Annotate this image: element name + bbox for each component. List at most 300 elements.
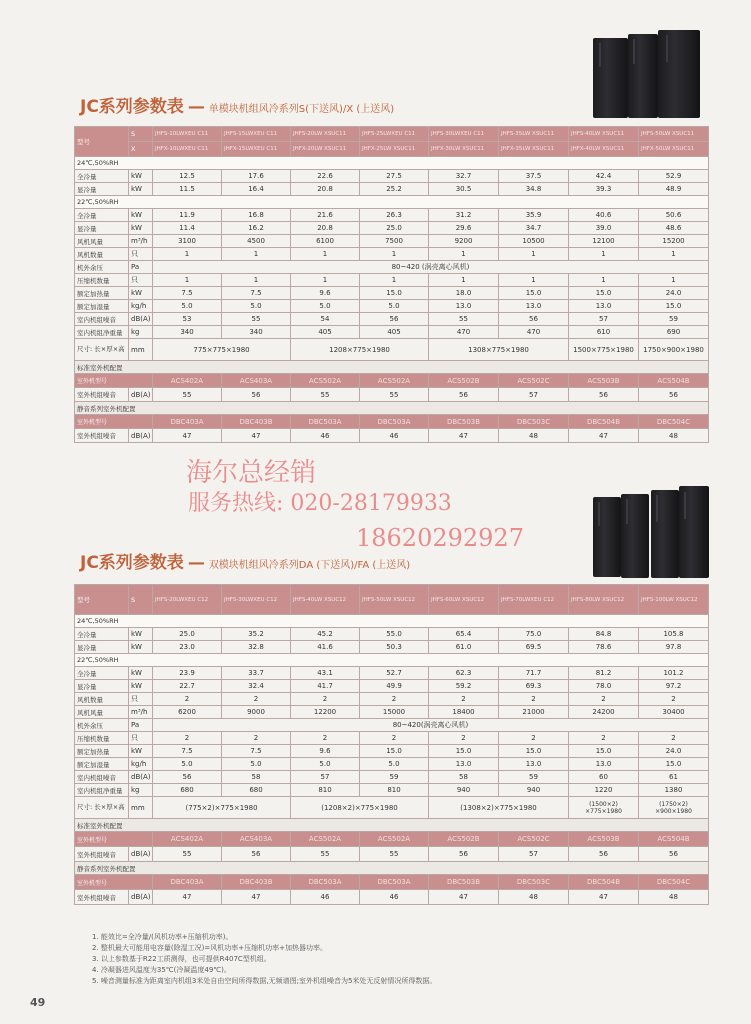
cell-value: 50.3 — [360, 641, 429, 654]
cell-value: DBC503B — [429, 875, 499, 890]
table-row — [75, 222, 709, 235]
cell-value: 78.0 — [569, 680, 639, 693]
cell-value: 40.6 — [569, 209, 639, 222]
cell-value: 17.6 — [222, 170, 291, 183]
subsection-title: 静音系列室外机配置 — [75, 402, 709, 415]
row-unit: 只 — [129, 274, 153, 287]
cell-value: 610 — [569, 326, 639, 339]
row-unit: dB(A) — [129, 388, 153, 402]
cell-value: 2 — [429, 693, 499, 706]
cell-value: 1 — [360, 274, 429, 287]
cell-value: 1 — [222, 248, 291, 261]
cell-value: 47 — [429, 890, 499, 905]
cell-value: 25.0 — [360, 222, 429, 235]
cell-value: 940 — [429, 784, 499, 797]
model-series-s: S — [129, 585, 153, 615]
cell-value: ACS502C — [499, 832, 569, 847]
table-row — [75, 248, 709, 261]
cell-value: 810 — [360, 784, 429, 797]
cell-value: 52.9 — [639, 170, 709, 183]
cell-value: 56 — [360, 313, 429, 326]
model-name: JHFS-20LW XSUC11 — [291, 127, 360, 142]
row-unit: kW — [129, 745, 153, 758]
cell-value: 7.5 — [222, 287, 291, 300]
cell-value: ACS502A — [360, 832, 429, 847]
cell-value: 23.9 — [153, 667, 222, 680]
cell-value: 41.6 — [291, 641, 360, 654]
product-cabinet-image-1 — [593, 38, 628, 118]
cell-value: ACS402A — [153, 832, 222, 847]
cell-value: ACS502B — [429, 374, 499, 388]
cell-value: 24200 — [569, 706, 639, 719]
cell-value: 55 — [360, 388, 429, 402]
row-unit: kg/h — [129, 758, 153, 771]
product-cabinet-image-5 — [621, 494, 649, 578]
cell-value: 25.0 — [153, 628, 222, 641]
cell-value: 30.5 — [429, 183, 499, 196]
cell-value: 71.7 — [499, 667, 569, 680]
cell-value: 101.2 — [639, 667, 709, 680]
model-name: JHFS-15LWXEU C11 — [222, 127, 291, 142]
cell-value: 1 — [360, 248, 429, 261]
row-label: 室外机型号 — [75, 374, 153, 388]
row-unit: kW — [129, 680, 153, 693]
table-row — [75, 274, 709, 287]
row-unit: 只 — [129, 248, 153, 261]
row-label: 室外机组噪音 — [75, 847, 129, 862]
cell-value: 1 — [429, 248, 499, 261]
model-header-label: 型号 — [75, 127, 129, 157]
cell-value: 5.0 — [291, 758, 360, 771]
table-row — [75, 235, 709, 248]
row-label: 压缩机数量 — [75, 274, 129, 287]
cell-value: 56 — [569, 847, 639, 862]
watermark-phone: 18620292927 — [356, 524, 524, 552]
subsection-title: 标准室外机配置 — [75, 361, 709, 374]
cell-value: 29.6 — [429, 222, 499, 235]
cell-value: ACS503B — [569, 374, 639, 388]
page-number: 49 — [30, 996, 46, 1009]
cell-value: 12100 — [569, 235, 639, 248]
cell-value: ACS402A — [153, 374, 222, 388]
row-unit: kW — [129, 222, 153, 235]
table-row — [75, 287, 709, 300]
cell-value: 10500 — [499, 235, 569, 248]
cell-value: 6100 — [291, 235, 360, 248]
cell-value: 34.7 — [499, 222, 569, 235]
table-row — [75, 628, 709, 641]
cell-value: 680 — [153, 784, 222, 797]
outdoor-model-row — [75, 875, 709, 890]
cell-value: 1 — [291, 248, 360, 261]
row-label: 室内机组净重量 — [75, 784, 129, 797]
model-name: JHFS-70LWXEU C12 — [499, 585, 569, 615]
cell-value: 48 — [499, 429, 569, 443]
model-series-x: X — [129, 142, 153, 157]
row-unit: kW — [129, 667, 153, 680]
dimension-value: 1208×775×1980 — [291, 339, 429, 361]
cell-value: 470 — [429, 326, 499, 339]
cell-value: 1 — [222, 274, 291, 287]
watermark-hotline: 服务热线: 020-28179933 — [188, 491, 452, 516]
cell-value: 9.6 — [291, 745, 360, 758]
cell-value: 69.3 — [499, 680, 569, 693]
cell-value: 46 — [291, 429, 360, 443]
model-name: JHFX-35LW XSUC11 — [499, 142, 569, 157]
row-unit: kW — [129, 183, 153, 196]
row-label: 全冷量 — [75, 628, 129, 641]
row-unit: kg — [129, 784, 153, 797]
cell-value: 9.6 — [291, 287, 360, 300]
cell-value: 1 — [153, 274, 222, 287]
cell-value: 55.0 — [360, 628, 429, 641]
cell-value: 15.0 — [360, 745, 429, 758]
cell-value: 13.0 — [429, 300, 499, 313]
cell-value: 13.0 — [569, 758, 639, 771]
table-row — [75, 300, 709, 313]
cell-value: 25.2 — [360, 183, 429, 196]
cell-value: DBC403A — [153, 875, 222, 890]
cell-value: 2 — [360, 732, 429, 745]
cell-value: ACS403A — [222, 832, 291, 847]
table1-header-row-s — [75, 127, 709, 142]
cell-value: 46 — [360, 890, 429, 905]
table-row — [75, 667, 709, 680]
cell-value: 37.5 — [499, 170, 569, 183]
cell-value: 1 — [639, 274, 709, 287]
cell-value: 2 — [499, 732, 569, 745]
cell-value: 54 — [291, 313, 360, 326]
cell-value: 56 — [429, 847, 499, 862]
footnotes — [92, 932, 436, 987]
cell-value: 47 — [222, 890, 291, 905]
cell-value: 2 — [569, 732, 639, 745]
table-row — [75, 170, 709, 183]
cell-value: 55 — [153, 388, 222, 402]
outdoor-model-row — [75, 374, 709, 388]
cell-value: 405 — [291, 326, 360, 339]
cell-value: 48 — [499, 890, 569, 905]
cell-value: 2 — [499, 693, 569, 706]
product-cabinet-image-3 — [658, 30, 700, 118]
table-row — [75, 388, 709, 402]
model-name: JHFS-20LWXEU C12 — [153, 585, 222, 615]
model-name: JHFS-40LW XSUC12 — [291, 585, 360, 615]
cell-value: 47 — [569, 429, 639, 443]
cell-value: DBC503C — [499, 415, 569, 429]
cell-value: 12200 — [291, 706, 360, 719]
cell-value: 15200 — [639, 235, 709, 248]
row-label: 全冷量 — [75, 170, 129, 183]
table-row — [75, 209, 709, 222]
row-label: 机外余压 — [75, 261, 129, 274]
dimension-value: (775×2)×775×1980 — [153, 797, 291, 819]
row-label: 额定加热量 — [75, 287, 129, 300]
condition-label: 24℃,50%RH — [75, 157, 709, 170]
cell-value: 55 — [222, 313, 291, 326]
cell-value: 69.5 — [499, 641, 569, 654]
cell-value: 5.0 — [153, 300, 222, 313]
model-header-label: 型号 — [75, 585, 129, 615]
cell-value: 47 — [429, 429, 499, 443]
cell-value: DBC503C — [499, 875, 569, 890]
cell-value: 55 — [153, 847, 222, 862]
cell-value: 13.0 — [499, 300, 569, 313]
cell-value: 27.5 — [360, 170, 429, 183]
cell-value: 15.0 — [569, 745, 639, 758]
table-row — [75, 313, 709, 326]
cell-value: 1 — [499, 274, 569, 287]
cell-value: 48 — [639, 890, 709, 905]
cell-value: 15.0 — [639, 758, 709, 771]
table-row — [75, 183, 709, 196]
cell-value: 58 — [429, 771, 499, 784]
cell-value: ACS502B — [429, 832, 499, 847]
cell-value: DBC504B — [569, 415, 639, 429]
section2-subtitle: 双模块机组风冷系列DA (下送风)/FA (上送风) — [208, 560, 411, 571]
cell-value: 1 — [639, 248, 709, 261]
cell-value: 46 — [291, 890, 360, 905]
spanning-value: 80~420 (涡壳离心风机) — [153, 261, 709, 274]
condition-label: 22℃,50%RH — [75, 654, 709, 667]
cell-value: 52.7 — [360, 667, 429, 680]
cell-value: 18400 — [429, 706, 499, 719]
cell-value: 13.0 — [429, 758, 499, 771]
cell-value: 47 — [153, 429, 222, 443]
cell-value: 340 — [153, 326, 222, 339]
cell-value: DBC503A — [360, 875, 429, 890]
row-label: 显冷量 — [75, 641, 129, 654]
section1-subtitle: 单模块机组风冷系列S(下送风)/X (上送风) — [208, 104, 395, 115]
dimension-value: 1500×775×1980 — [569, 339, 639, 361]
table-row — [75, 706, 709, 719]
cell-value: 56 — [569, 388, 639, 402]
table-row — [75, 847, 709, 862]
table1-parameters — [74, 126, 709, 443]
table-row — [75, 745, 709, 758]
cell-value: 57 — [569, 313, 639, 326]
cell-value: 47 — [222, 429, 291, 443]
cell-value: 2 — [639, 732, 709, 745]
cell-value: 1220 — [569, 784, 639, 797]
dimension-value: (1208×2)×775×1980 — [291, 797, 429, 819]
footnote: 4. 冷凝器进风温度为35℃(冷凝温度49℃)。 — [92, 966, 231, 974]
model-name: JHFX-25LW XSUC11 — [360, 142, 429, 157]
cell-value: 24.0 — [639, 287, 709, 300]
row-label: 室外机型号 — [75, 832, 153, 847]
row-label: 全冷量 — [75, 209, 129, 222]
row-unit: dB(A) — [129, 313, 153, 326]
cell-value: 1 — [569, 248, 639, 261]
outdoor-model-row — [75, 832, 709, 847]
product-cabinet-image-7 — [679, 486, 709, 578]
cell-value: 15.0 — [499, 287, 569, 300]
row-unit: mm — [129, 339, 153, 361]
cell-value: 680 — [222, 784, 291, 797]
table-row — [75, 680, 709, 693]
cell-value: ACS502A — [291, 374, 360, 388]
dimension-value: 1750×900×1980 — [639, 339, 709, 361]
cell-value: 39.3 — [569, 183, 639, 196]
cell-value: DBC403B — [222, 415, 291, 429]
subsection-row — [75, 361, 709, 374]
cell-value: 405 — [360, 326, 429, 339]
row-label: 室外机组噪音 — [75, 429, 129, 443]
row-label: 室内机组噪音 — [75, 313, 129, 326]
cell-value: 2 — [569, 693, 639, 706]
section2-title-main: JC系列参数表 — [80, 553, 184, 573]
cell-value: 84.8 — [569, 628, 639, 641]
row-label: 尺寸: 长×厚×高 — [75, 797, 129, 819]
row-unit: kW — [129, 287, 153, 300]
spanning-value: 80~420(涡壳离心风机) — [153, 719, 709, 732]
cell-value: 11.5 — [153, 183, 222, 196]
row-unit: kg/h — [129, 300, 153, 313]
model-name: JHFS-50LW XSUC12 — [360, 585, 429, 615]
cell-value: 16.8 — [222, 209, 291, 222]
cell-value: 21000 — [499, 706, 569, 719]
cell-value: 2 — [429, 732, 499, 745]
row-unit: dB(A) — [129, 771, 153, 784]
cell-value: 48 — [639, 429, 709, 443]
row-unit: dB(A) — [129, 429, 153, 443]
model-name: JHFS-30LWXEU C11 — [429, 127, 499, 142]
cell-value: 9000 — [222, 706, 291, 719]
condition-label: 22℃,50%RH — [75, 196, 709, 209]
cell-value: 7.5 — [153, 745, 222, 758]
cell-value: ACS504B — [639, 832, 709, 847]
cell-value: 31.2 — [429, 209, 499, 222]
watermark-distributor: 海尔总经销 — [186, 458, 317, 488]
table-row — [75, 758, 709, 771]
cell-value: 59 — [499, 771, 569, 784]
cell-value: 97.8 — [639, 641, 709, 654]
cell-value: 11.9 — [153, 209, 222, 222]
cell-value: 16.4 — [222, 183, 291, 196]
cell-value: ACS403A — [222, 374, 291, 388]
cell-value: ACS504B — [639, 374, 709, 388]
cell-value: 11.4 — [153, 222, 222, 235]
row-label: 风机数量 — [75, 248, 129, 261]
cell-value: 62.3 — [429, 667, 499, 680]
row-label: 室外机组噪音 — [75, 890, 129, 905]
cell-value: 57 — [291, 771, 360, 784]
cell-value: 53 — [153, 313, 222, 326]
cell-value: DBC504C — [639, 875, 709, 890]
cell-value: 59.2 — [429, 680, 499, 693]
outdoor-model-row — [75, 415, 709, 429]
cell-value: 45.2 — [291, 628, 360, 641]
section1-title-main: JC系列参数表 — [80, 97, 184, 117]
table-row — [75, 784, 709, 797]
cell-value: 56 — [222, 847, 291, 862]
row-unit: mm — [129, 797, 153, 819]
cell-value: 56 — [639, 388, 709, 402]
cell-value: 56 — [639, 847, 709, 862]
cell-value: 1 — [499, 248, 569, 261]
model-name: JHFX-40LW XSUC11 — [569, 142, 639, 157]
cell-value: 340 — [222, 326, 291, 339]
cell-value: 18.0 — [429, 287, 499, 300]
cell-value: 1 — [291, 274, 360, 287]
row-unit: kg — [129, 326, 153, 339]
cell-value: 16.2 — [222, 222, 291, 235]
row-unit: kW — [129, 170, 153, 183]
cell-value: 105.8 — [639, 628, 709, 641]
dimension-value: 1308×775×1980 — [429, 339, 569, 361]
model-name: JHFS-25LWXEU C11 — [360, 127, 429, 142]
row-unit: kW — [129, 641, 153, 654]
cell-value: 61 — [639, 771, 709, 784]
cell-value: 2 — [291, 732, 360, 745]
cell-value: 7500 — [360, 235, 429, 248]
row-label: 压缩机数量 — [75, 732, 129, 745]
cell-value: 13.0 — [499, 758, 569, 771]
table-row — [75, 732, 709, 745]
cell-value: 56 — [499, 313, 569, 326]
model-name: JHFS-35LW XSUC11 — [499, 127, 569, 142]
cell-value: 1380 — [639, 784, 709, 797]
cell-value: 43.1 — [291, 667, 360, 680]
cell-value: 48.9 — [639, 183, 709, 196]
table-row — [75, 797, 709, 819]
row-label: 显冷量 — [75, 222, 129, 235]
dimension-value: 775×775×1980 — [153, 339, 291, 361]
cell-value: DBC504C — [639, 415, 709, 429]
model-name: JHFS-40LW XSUC11 — [569, 127, 639, 142]
cell-value: 39.0 — [569, 222, 639, 235]
cell-value: 2 — [222, 732, 291, 745]
cell-value: 32.4 — [222, 680, 291, 693]
cell-value: 22.7 — [153, 680, 222, 693]
row-unit: dB(A) — [129, 847, 153, 862]
row-unit: 只 — [129, 693, 153, 706]
table-row — [75, 641, 709, 654]
section2-title-dash: — — [187, 553, 205, 573]
cell-value: 470 — [499, 326, 569, 339]
cell-value: 15.0 — [569, 287, 639, 300]
row-unit: m³/h — [129, 706, 153, 719]
cell-value: 60 — [569, 771, 639, 784]
cell-value: DBC503B — [429, 415, 499, 429]
cell-value: 41.7 — [291, 680, 360, 693]
cell-value: 24.0 — [639, 745, 709, 758]
model-name: JHFX-10LWXEU C11 — [153, 142, 222, 157]
cell-value: 940 — [499, 784, 569, 797]
cell-value: 9200 — [429, 235, 499, 248]
cell-value: 47 — [153, 890, 222, 905]
section1-title-dash: — — [187, 97, 205, 117]
cell-value: 78.6 — [569, 641, 639, 654]
table-row — [75, 693, 709, 706]
table2-parameters — [74, 584, 709, 905]
table-row — [75, 326, 709, 339]
cell-value: 47 — [569, 890, 639, 905]
cell-value: 34.8 — [499, 183, 569, 196]
dimension-value: (1500×2) ×775×1980 — [569, 797, 639, 819]
cell-value: DBC403B — [222, 875, 291, 890]
cell-value: DBC503A — [291, 875, 360, 890]
cell-value: 55 — [360, 847, 429, 862]
cell-value: 5.0 — [360, 758, 429, 771]
cell-value: 2 — [639, 693, 709, 706]
cell-value: 4500 — [222, 235, 291, 248]
cell-value: DBC504B — [569, 875, 639, 890]
row-label: 风机数量 — [75, 693, 129, 706]
cell-value: 35.9 — [499, 209, 569, 222]
row-label: 室外机型号 — [75, 875, 153, 890]
table-row — [75, 429, 709, 443]
